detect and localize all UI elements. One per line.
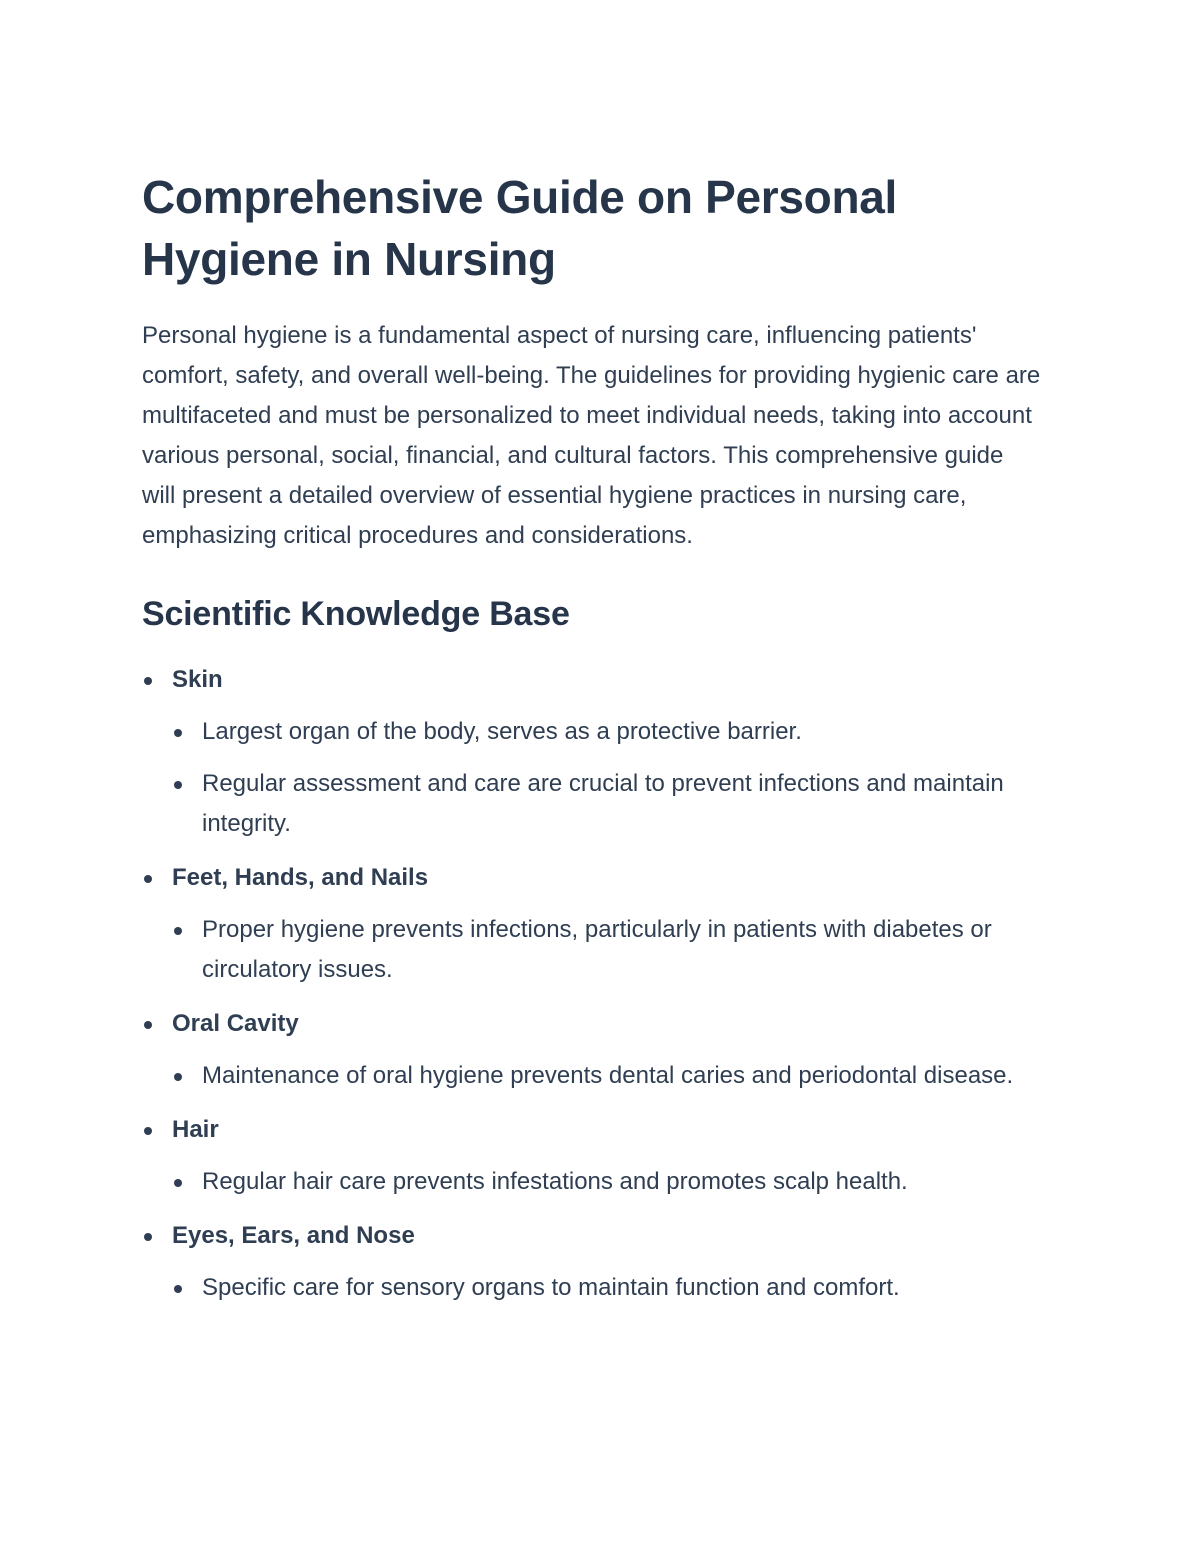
point-text: Maintenance of oral hygiene prevents dental caries and periodontal disease. — [202, 1062, 1014, 1089]
document-page — [142, 166, 1042, 1322]
point-list — [172, 1268, 1042, 1308]
topic-label: Eyes, Ears, and Nose — [172, 1222, 415, 1249]
bullet-icon — [174, 1073, 182, 1081]
topic-label: Feet, Hands, and Nails — [172, 864, 429, 891]
topic-label: Oral Cavity — [172, 1010, 299, 1037]
bullet-icon — [174, 781, 182, 789]
section-heading: Scientific Knowledge Base — [142, 595, 570, 633]
document-title: Comprehensive Guide on Personal Hygiene in Nursing — [142, 171, 898, 285]
list-item — [172, 910, 1042, 990]
bullet-icon — [174, 927, 182, 935]
bullet-icon — [144, 1021, 152, 1029]
point-text: Regular assessment and care are crucial to prevent infections and maintain integrity. — [202, 770, 1004, 837]
point-text: Specific care for sensory organs to maintain function and comfort. — [202, 1274, 900, 1301]
bullet-icon — [174, 729, 182, 737]
point-list — [172, 712, 1042, 844]
point-text: Regular hair care prevents infestations and promotes scalp health. — [202, 1168, 908, 1195]
bullet-icon — [144, 1233, 152, 1241]
bullet-icon — [174, 1179, 182, 1187]
point-list — [172, 1162, 1042, 1202]
topic-item-eyes-ears-nose — [142, 1216, 1042, 1308]
list-item — [172, 1268, 1042, 1308]
topic-list — [142, 660, 1042, 1308]
topic-item-skin — [142, 660, 1042, 844]
bullet-icon — [144, 875, 152, 883]
bullet-icon — [144, 677, 152, 685]
topic-label: Hair — [172, 1116, 219, 1143]
list-item — [172, 1056, 1042, 1096]
topic-item-hair — [142, 1110, 1042, 1202]
intro-paragraph: Personal hygiene is a fundamental aspect of nursing care, influencing patients' comfort, safety, and overall well-being. The guidelines for providing hygienic care are multifaceted and must be personalized to meet individual needs, taking into account various personal, social, financial, and cultural factors. This comprehensive guide will present a detailed overview of essential hygiene practices in nursing care, emphasizing critical procedures and considerations. — [142, 322, 1041, 549]
point-list — [172, 1056, 1042, 1096]
topic-item-oral-cavity — [142, 1004, 1042, 1096]
point-text: Proper hygiene prevents infections, particularly in patients with diabetes or circulatory issues. — [202, 916, 992, 983]
bullet-icon — [174, 1285, 182, 1293]
topic-item-feet-hands-nails — [142, 858, 1042, 990]
list-item — [172, 1162, 1042, 1202]
point-text: Largest organ of the body, serves as a protective barrier. — [202, 718, 802, 745]
list-item — [172, 712, 1042, 752]
list-item — [172, 764, 1042, 844]
bullet-icon — [144, 1127, 152, 1135]
point-list — [172, 910, 1042, 990]
topic-label: Skin — [172, 666, 223, 693]
